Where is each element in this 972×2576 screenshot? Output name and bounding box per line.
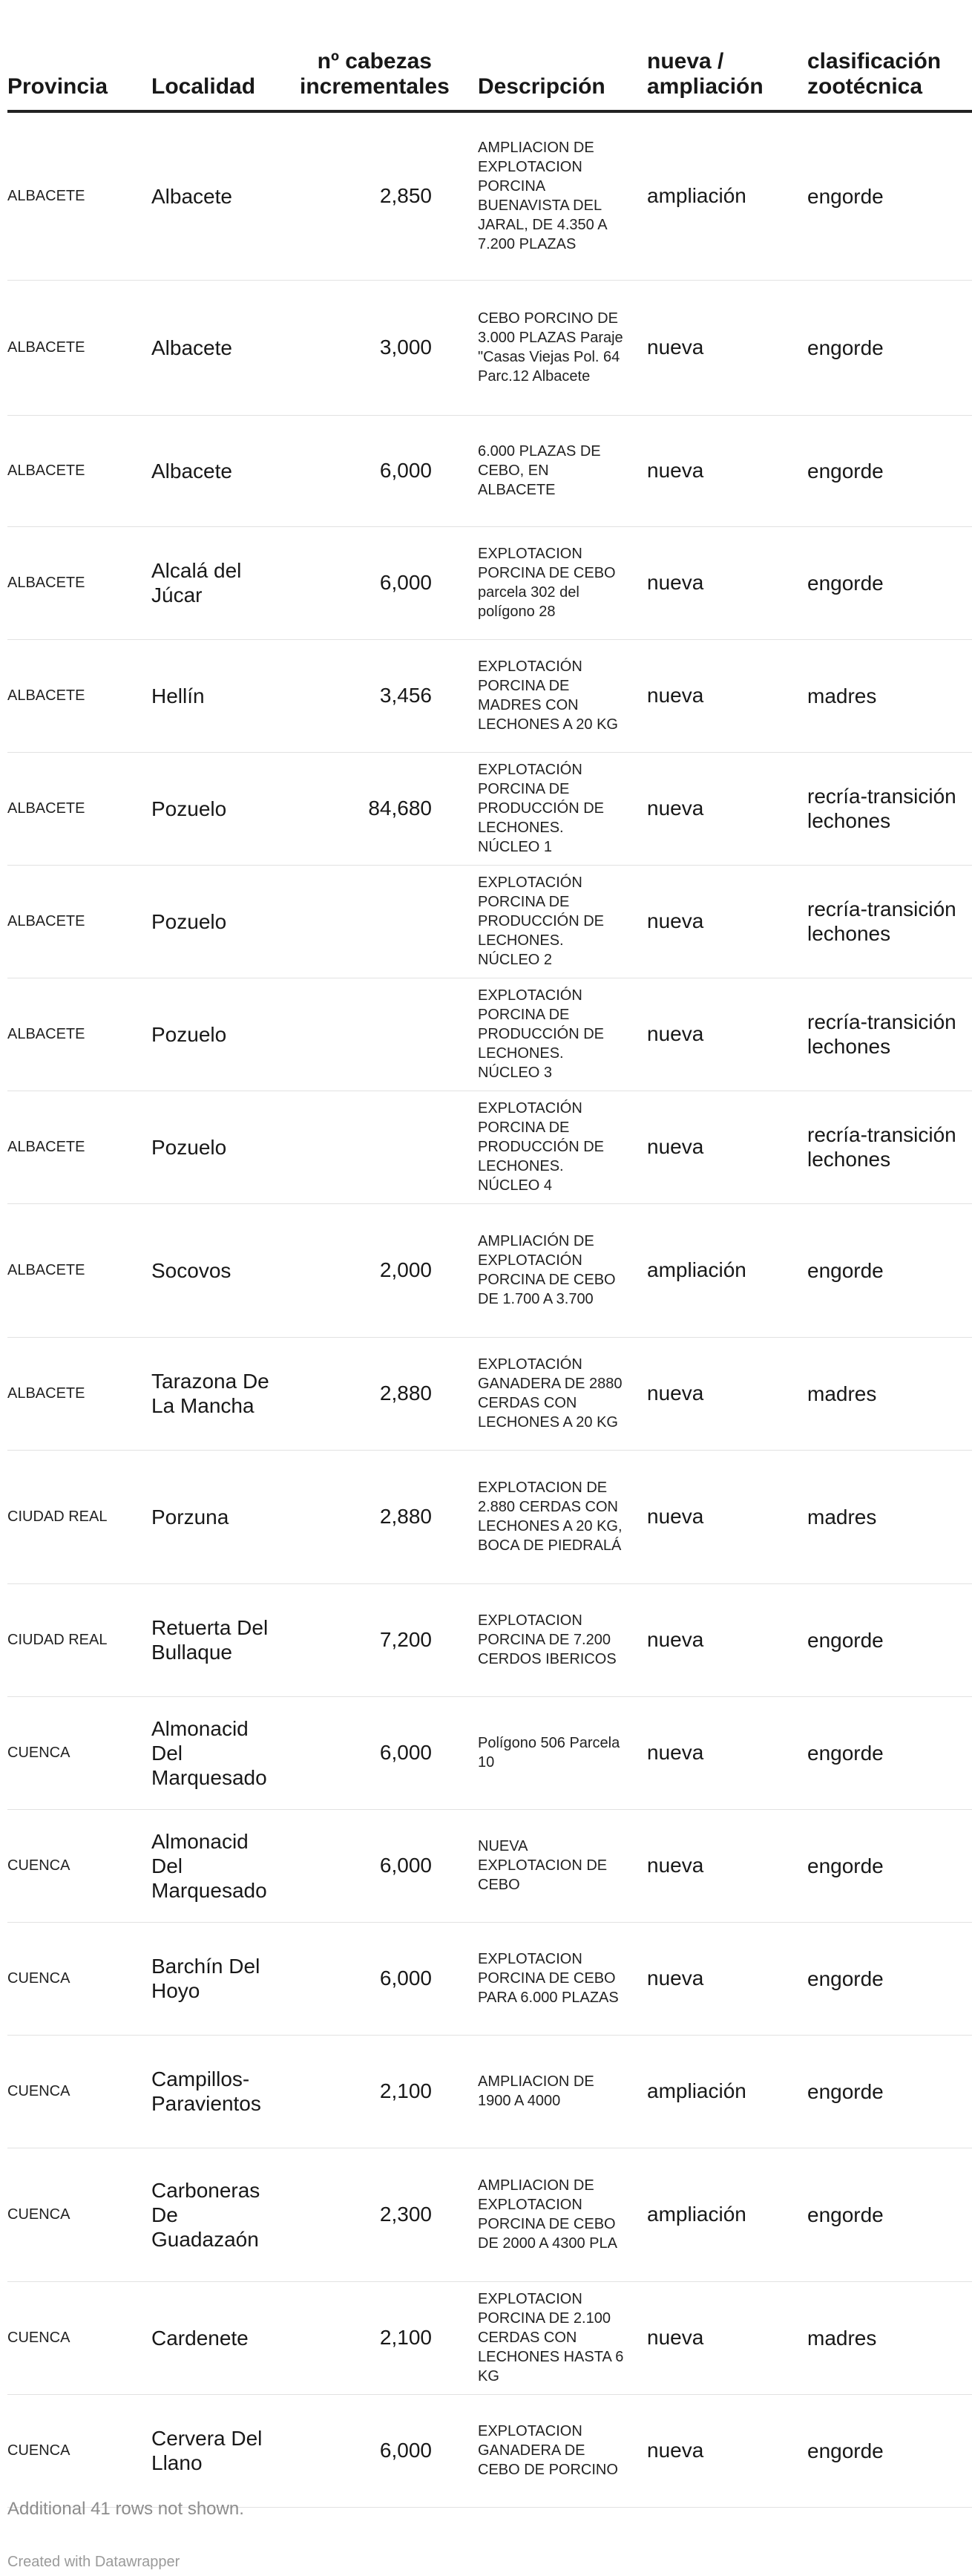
cell-nueva-ampliacion-text: nueva (647, 684, 704, 707)
cell-nueva-ampliacion (647, 280, 807, 415)
cell-cabezas (300, 2394, 478, 2507)
cell-descripcion (478, 639, 647, 752)
table-row (7, 978, 972, 1091)
cell-descripcion (478, 865, 647, 978)
cell-nueva-ampliacion (647, 639, 807, 752)
cell-cabezas (300, 526, 478, 639)
cell-cabezas (300, 639, 478, 752)
cell-localidad (151, 1337, 300, 1450)
cell-localidad (151, 1809, 300, 1922)
cell-descripcion-text: EXPLOTACION GANADERA DE CEBO DE PORCINO (478, 2423, 618, 2478)
cell-localidad (151, 415, 300, 526)
cell-provincia-text: ALBACETE (7, 913, 85, 929)
cell-nueva-ampliacion-text: nueva (647, 1628, 704, 1651)
cell-clasificacion (807, 1922, 972, 2035)
cell-clasificacion (807, 111, 972, 280)
cell-nueva-ampliacion (647, 2148, 807, 2281)
cell-descripcion-text: EXPLOTACIÓN PORCINA DE PRODUCCIÓN DE LECHONES. NÚCLEO 4 (478, 1100, 605, 1194)
cell-clasificacion (807, 978, 972, 1091)
cell-clasificacion (807, 865, 972, 978)
cell-clasificacion (807, 2148, 972, 2281)
cell-descripcion-text: AMPLIACION DE EXPLOTACION PORCINA DE CEBO DE 2000 A 4300 PLA (478, 2177, 617, 2252)
cell-nueva-ampliacion-text: nueva (647, 1505, 704, 1528)
table-row (7, 2148, 972, 2281)
cell-localidad (151, 2148, 300, 2281)
cell-provincia (7, 1583, 151, 1696)
cell-descripcion (478, 111, 647, 280)
cell-localidad (151, 1922, 300, 2035)
cell-localidad (151, 280, 300, 415)
cell-cabezas-text: 84,680 (368, 797, 432, 820)
cell-localidad-text: Porzuna (151, 1505, 229, 1529)
cell-descripcion-text: Polígono 506 Parcela 10 (478, 1735, 620, 1771)
cell-descripcion-text: EXPLOTACION PORCINA DE CEBO PARA 6.000 PLAZAS (478, 1951, 619, 2006)
cell-localidad (151, 526, 300, 639)
cell-descripcion (478, 526, 647, 639)
cell-localidad (151, 1450, 300, 1583)
cell-provincia-text: ALBACETE (7, 800, 85, 817)
cell-descripcion-text: AMPLIACIÓN DE EXPLOTACIÓN PORCINA DE CEBO DE 1.700 A 3.700 (478, 1233, 616, 1307)
cell-clasificacion-text: engorde (807, 571, 884, 595)
cell-clasificacion-text: engorde (807, 336, 884, 359)
cell-nueva-ampliacion (647, 2281, 807, 2394)
cell-localidad-text: Alcalá del Júcar (151, 559, 242, 607)
cell-clasificacion (807, 526, 972, 639)
cell-clasificacion-text: engorde (807, 2079, 884, 2103)
cell-cabezas-text: 6,000 (379, 571, 432, 594)
cell-nueva-ampliacion-text: nueva (647, 797, 704, 820)
cell-provincia (7, 752, 151, 865)
table-row (7, 1091, 972, 1203)
cell-localidad (151, 752, 300, 865)
table-row (7, 111, 972, 280)
cell-nueva-ampliacion-text: nueva (647, 336, 704, 359)
cell-localidad-text: Almonacid Del Marquesado (151, 1716, 267, 1789)
cell-provincia (7, 526, 151, 639)
table-row (7, 526, 972, 639)
cell-provincia (7, 2148, 151, 2281)
cell-descripcion (478, 2281, 647, 2394)
cell-descripcion (478, 1922, 647, 2035)
cell-nueva-ampliacion-text: nueva (647, 571, 704, 594)
cell-provincia (7, 1922, 151, 2035)
cell-cabezas-text: 7,200 (379, 1628, 432, 1651)
cell-cabezas-text: 6,000 (379, 1854, 432, 1877)
cell-provincia (7, 1696, 151, 1809)
cell-clasificacion-text: madres (807, 1382, 877, 1405)
cell-cabezas (300, 1583, 478, 1696)
cell-descripcion-text: EXPLOTACIÓN GANADERA DE 2880 CERDAS CON LECHONES A 20 KG (478, 1356, 623, 1431)
cell-descripcion-text: EXPLOTACIÓN PORCINA DE MADRES CON LECHONES A 20 KG (478, 658, 618, 733)
cell-nueva-ampliacion-text: ampliación (647, 2079, 746, 2102)
cell-provincia (7, 1450, 151, 1583)
cell-cabezas (300, 1203, 478, 1337)
cell-clasificacion-text: engorde (807, 1628, 884, 1652)
cell-clasificacion-text: engorde (807, 2203, 884, 2226)
table-row (7, 2035, 972, 2148)
table-container (7, 0, 956, 2508)
header-clasificacion[interactable]: clasificación zootécnica (807, 0, 972, 111)
table-row (7, 865, 972, 978)
table-row (7, 1809, 972, 1922)
cell-localidad (151, 639, 300, 752)
cell-provincia (7, 415, 151, 526)
cell-descripcion (478, 1809, 647, 1922)
datawrapper-credit: Created with Datawrapper (7, 2554, 180, 2570)
table-row (7, 1922, 972, 2035)
cell-cabezas (300, 2148, 478, 2281)
cell-provincia-text: ALBACETE (7, 462, 85, 479)
cell-descripcion (478, 2035, 647, 2148)
cell-cabezas (300, 865, 478, 978)
cell-clasificacion (807, 2281, 972, 2394)
cell-provincia-text: ALBACETE (7, 575, 85, 591)
cell-descripcion-text: CEBO PORCINO DE 3.000 PLAZAS Paraje "Casas Viejas Pol. 64 Parc.12 Albacete (478, 310, 623, 385)
cell-clasificacion-text: recría-transición lechones (807, 898, 956, 945)
cell-clasificacion-text: engorde (807, 1967, 884, 1990)
cell-cabezas (300, 1091, 478, 1203)
table-row (7, 1203, 972, 1337)
cell-localidad-text: Hellín (151, 684, 205, 707)
table-row (7, 280, 972, 415)
cell-localidad-text: Retuerta Del Bullaque (151, 1616, 269, 1664)
cell-descripcion (478, 2394, 647, 2507)
cell-provincia (7, 1337, 151, 1450)
cell-clasificacion-text: madres (807, 2326, 877, 2350)
table-row (7, 2394, 972, 2507)
cell-cabezas-text: 2,300 (379, 2203, 432, 2226)
cell-localidad-text: Campillos-Paravientos (151, 2067, 261, 2115)
cell-descripcion (478, 1091, 647, 1203)
cell-provincia (7, 1809, 151, 1922)
cell-nueva-ampliacion-text: nueva (647, 2439, 704, 2462)
cell-cabezas (300, 111, 478, 280)
cell-descripcion-text: NUEVA EXPLOTACION DE CEBO (478, 1838, 608, 1893)
cell-provincia-text: ALBACETE (7, 687, 85, 704)
cell-provincia (7, 639, 151, 752)
cell-descripcion (478, 280, 647, 415)
cell-provincia (7, 865, 151, 978)
cell-localidad-text: Albacete (151, 336, 232, 359)
cell-provincia-text: CUENCA (7, 2330, 70, 2346)
cell-provincia-text: ALBACETE (7, 188, 85, 205)
cell-descripcion-text: EXPLOTACIÓN PORCINA DE PRODUCCIÓN DE LECHONES. NÚCLEO 1 (478, 762, 605, 855)
cell-localidad (151, 2281, 300, 2394)
cell-cabezas-text: 6,000 (379, 2439, 432, 2462)
header-nueva-ampliacion[interactable]: nueva / ampliación (647, 0, 807, 111)
cell-descripcion (478, 1583, 647, 1696)
cell-clasificacion (807, 1809, 972, 1922)
cell-localidad (151, 1583, 300, 1696)
cell-descripcion (478, 1450, 647, 1583)
cell-cabezas (300, 1450, 478, 1583)
cell-localidad (151, 1696, 300, 1809)
cell-descripcion (478, 1337, 647, 1450)
cell-nueva-ampliacion (647, 752, 807, 865)
cell-nueva-ampliacion (647, 1809, 807, 1922)
cell-clasificacion (807, 1583, 972, 1696)
cell-provincia-text: CUENCA (7, 1745, 70, 1761)
cell-nueva-ampliacion (647, 1203, 807, 1337)
table-row (7, 2281, 972, 2394)
table-body (7, 111, 972, 2507)
cell-localidad-text: Almonacid Del Marquesado (151, 1829, 267, 1902)
cell-localidad-text: Barchín Del Hoyo (151, 1955, 260, 2002)
cell-descripcion-text: EXPLOTACION PORCINA DE 7.200 CERDOS IBERICOS (478, 1612, 617, 1667)
cell-clasificacion (807, 280, 972, 415)
cell-descripcion-text: EXPLOTACION DE 2.880 CERDAS CON LECHONES A 20 KG, BOCA DE PIEDRALÁ (478, 1480, 623, 1554)
cell-nueva-ampliacion (647, 865, 807, 978)
table-row (7, 752, 972, 865)
cell-cabezas (300, 1922, 478, 2035)
cell-provincia (7, 111, 151, 280)
cell-descripcion-text: EXPLOTACIÓN PORCINA DE PRODUCCIÓN DE LECHONES. NÚCLEO 2 (478, 875, 605, 968)
cell-cabezas (300, 1337, 478, 1450)
cell-cabezas (300, 978, 478, 1091)
cell-localidad-text: Albacete (151, 459, 232, 483)
cell-clasificacion (807, 1203, 972, 1337)
cell-nueva-ampliacion (647, 1922, 807, 2035)
cell-provincia (7, 2035, 151, 2148)
cell-localidad (151, 1203, 300, 1337)
cell-clasificacion (807, 415, 972, 526)
cell-clasificacion-text: madres (807, 1505, 877, 1529)
table-row (7, 415, 972, 526)
cell-cabezas-text: 6,000 (379, 1967, 432, 1990)
cell-provincia-text: ALBACETE (7, 1139, 85, 1155)
cell-provincia-text: ALBACETE (7, 1385, 85, 1402)
cell-cabezas-text: 6,000 (379, 1741, 432, 1764)
cell-localidad-text: Carboneras De Guadazaón (151, 2178, 260, 2251)
cell-provincia (7, 978, 151, 1091)
header-cabezas[interactable]: nº cabezas incrementales (300, 0, 478, 111)
cell-nueva-ampliacion-text: nueva (647, 1741, 704, 1764)
rows-not-shown-note: Additional 41 rows not shown. (7, 2499, 244, 2519)
cell-provincia-text: ALBACETE (7, 1262, 85, 1278)
cell-localidad (151, 865, 300, 978)
cell-clasificacion-text: engorde (807, 1741, 884, 1765)
cell-clasificacion-text: recría-transición lechones (807, 1010, 956, 1058)
cell-descripcion-text: 6.000 PLAZAS DE CEBO, EN ALBACETE (478, 443, 601, 498)
cell-provincia-text: CUENCA (7, 1857, 70, 1874)
cell-localidad (151, 1091, 300, 1203)
cell-nueva-ampliacion (647, 415, 807, 526)
cell-nueva-ampliacion (647, 978, 807, 1091)
table-row (7, 1450, 972, 1583)
cell-nueva-ampliacion-text: nueva (647, 1022, 704, 1045)
table-row (7, 1583, 972, 1696)
cell-nueva-ampliacion (647, 526, 807, 639)
cell-localidad-text: Pozuelo (151, 1022, 227, 1046)
cell-descripcion (478, 752, 647, 865)
cell-clasificacion (807, 1696, 972, 1809)
cell-provincia (7, 2281, 151, 2394)
cell-cabezas-text: 3,000 (379, 336, 432, 359)
cell-cabezas-text: 2,850 (379, 184, 432, 208)
cell-nueva-ampliacion (647, 2035, 807, 2148)
cell-cabezas-text: 2,000 (379, 1258, 432, 1281)
cell-nueva-ampliacion (647, 2394, 807, 2507)
cell-descripcion (478, 2148, 647, 2281)
cell-nueva-ampliacion-text: nueva (647, 1382, 704, 1405)
cell-localidad (151, 978, 300, 1091)
cell-localidad-text: Pozuelo (151, 1135, 227, 1159)
cell-localidad-text: Tarazona De La Mancha (151, 1370, 269, 1417)
cell-descripcion (478, 1696, 647, 1809)
cell-descripcion (478, 415, 647, 526)
cell-clasificacion (807, 752, 972, 865)
cell-clasificacion (807, 1091, 972, 1203)
cell-cabezas-text: 6,000 (379, 459, 432, 482)
cell-nueva-ampliacion-text: nueva (647, 1854, 704, 1877)
header-row (7, 0, 972, 111)
cell-nueva-ampliacion-text: nueva (647, 459, 704, 482)
cell-clasificacion (807, 2035, 972, 2148)
cell-descripcion-text: EXPLOTACION PORCINA DE CEBO parcela 302 del polígono 28 (478, 546, 616, 620)
cell-localidad-text: Albacete (151, 184, 232, 208)
cell-cabezas (300, 280, 478, 415)
cell-cabezas (300, 2035, 478, 2148)
cell-cabezas-text: 3,456 (379, 684, 432, 707)
cell-nueva-ampliacion (647, 1696, 807, 1809)
cell-provincia (7, 280, 151, 415)
cell-cabezas-text: 2,880 (379, 1505, 432, 1528)
cell-clasificacion (807, 1337, 972, 1450)
header-provincia[interactable]: Provincia (7, 0, 151, 111)
table-row (7, 639, 972, 752)
table-row (7, 1337, 972, 1450)
table-row (7, 1696, 972, 1809)
cell-nueva-ampliacion-text: ampliación (647, 1258, 746, 1281)
cell-clasificacion (807, 2394, 972, 2507)
cell-clasificacion-text: engorde (807, 459, 884, 483)
cell-localidad-text: Cervera Del Llano (151, 2427, 263, 2474)
cell-nueva-ampliacion-text: nueva (647, 1967, 704, 1990)
cell-nueva-ampliacion (647, 1450, 807, 1583)
cell-clasificacion-text: engorde (807, 184, 884, 208)
cell-cabezas (300, 752, 478, 865)
cell-descripcion (478, 1203, 647, 1337)
cell-cabezas (300, 1696, 478, 1809)
cell-localidad-text: Cardenete (151, 2326, 249, 2350)
cell-provincia-text: ALBACETE (7, 1026, 85, 1042)
cell-localidad (151, 2035, 300, 2148)
cell-clasificacion-text: engorde (807, 1258, 884, 1282)
cell-nueva-ampliacion-text: nueva (647, 909, 704, 932)
cell-nueva-ampliacion-text: nueva (647, 2326, 704, 2349)
cell-nueva-ampliacion-text: ampliación (647, 2203, 746, 2226)
cell-cabezas-text: 2,100 (379, 2079, 432, 2102)
cell-provincia-text: CIUDAD REAL (7, 1508, 108, 1525)
cell-descripcion-text: AMPLIACION DE 1900 A 4000 (478, 2073, 594, 2109)
cell-localidad-text: Socovos (151, 1258, 231, 1282)
cell-cabezas (300, 415, 478, 526)
cell-provincia-text: CUENCA (7, 1970, 70, 1987)
cell-provincia (7, 1091, 151, 1203)
cell-nueva-ampliacion-text: ampliación (647, 184, 746, 208)
cell-provincia (7, 2394, 151, 2507)
cell-nueva-ampliacion (647, 1091, 807, 1203)
cell-descripcion (478, 978, 647, 1091)
cell-provincia-text: CUENCA (7, 2083, 70, 2099)
cell-clasificacion-text: recría-transición lechones (807, 1123, 956, 1171)
cell-clasificacion-text: madres (807, 684, 877, 707)
cell-localidad-text: Pozuelo (151, 909, 227, 933)
cell-descripcion-text: EXPLOTACIÓN PORCINA DE PRODUCCIÓN DE LECHONES. NÚCLEO 3 (478, 987, 605, 1081)
cell-provincia-text: CUENCA (7, 2206, 70, 2223)
data-table (7, 0, 972, 2508)
cell-localidad (151, 2394, 300, 2507)
cell-clasificacion-text: engorde (807, 1854, 884, 1877)
cell-nueva-ampliacion (647, 1583, 807, 1696)
cell-cabezas (300, 2281, 478, 2394)
cell-provincia (7, 1203, 151, 1337)
header-localidad[interactable]: Localidad (151, 0, 300, 111)
cell-clasificacion-text: engorde (807, 2439, 884, 2462)
cell-localidad-text: Pozuelo (151, 797, 227, 820)
cell-descripcion-text: AMPLIACION DE EXPLOTACION PORCINA BUENAVISTA DEL JARAL, DE 4.350 A 7.200 PLAZAS (478, 140, 607, 253)
cell-clasificacion (807, 1450, 972, 1583)
header-descripcion[interactable]: Descripción (478, 0, 647, 111)
cell-nueva-ampliacion (647, 1337, 807, 1450)
cell-nueva-ampliacion-text: nueva (647, 1135, 704, 1158)
cell-provincia-text: CIUDAD REAL (7, 1632, 108, 1648)
cell-provincia-text: ALBACETE (7, 339, 85, 356)
cell-provincia-text: CUENCA (7, 2442, 70, 2459)
cell-descripcion-text: EXPLOTACION PORCINA DE 2.100 CERDAS CON LECHONES HASTA 6 KG (478, 2291, 624, 2384)
cell-nueva-ampliacion (647, 111, 807, 280)
cell-clasificacion (807, 639, 972, 752)
cell-cabezas-text: 2,100 (379, 2326, 432, 2349)
cell-cabezas-text: 2,880 (379, 1382, 432, 1405)
cell-localidad (151, 111, 300, 280)
cell-cabezas (300, 1809, 478, 1922)
cell-clasificacion-text: recría-transición lechones (807, 785, 956, 832)
